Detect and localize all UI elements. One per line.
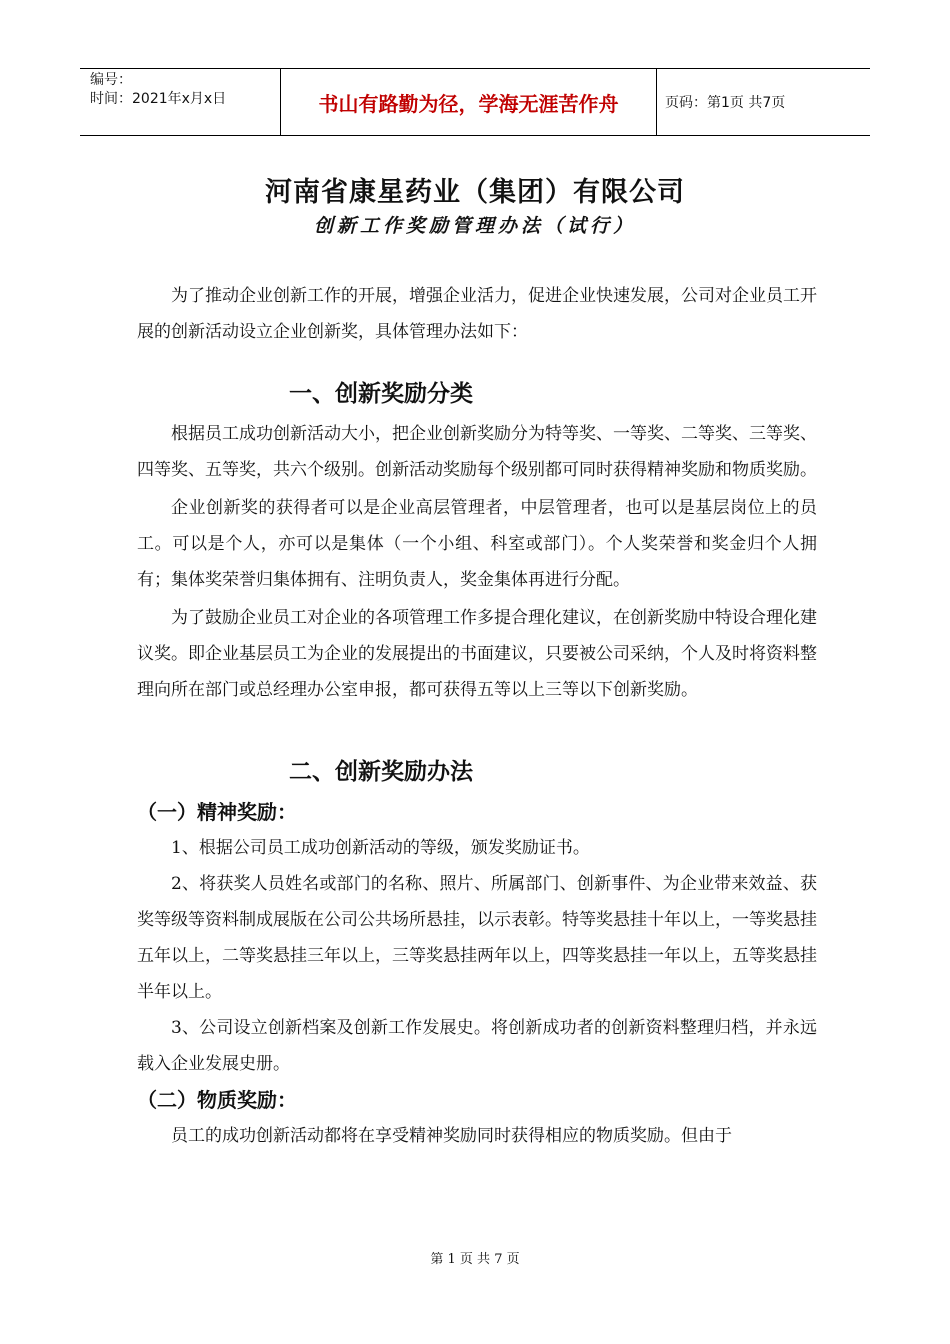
section1-paragraph: 为了鼓励企业员工对企业的各项管理工作多提合理化建议，在创新奖励中特设合理化建议奖。即企业基层员工为企业的发展提出的书面建议，只要被公司采纳，个人及时将资料整理向所在部门或总经理办公室申报，都可获得五等以上三等以下创新奖励。: [137, 608, 817, 700]
subsection-heading-2: （二）物质奖励：: [137, 1088, 297, 1112]
section-heading-1: 一、创新奖励分类: [289, 381, 473, 407]
section2-paragraph: 3、公司设立创新档案及创新工作发展史。将创新成功者的创新资料整理归档，并永远载入企业发展史册。: [137, 1018, 817, 1074]
header-page-info: 页码：第1页 共7页: [665, 95, 786, 111]
document-header: [80, 68, 870, 136]
section1-paragraph: 根据员工成功创新活动大小，把企业创新奖励分为特等奖、一等奖、二等奖、三等奖、四等奖、五等奖，共六个级别。创新活动奖励每个级别都可同时获得精神奖励和物质奖励。: [137, 424, 817, 480]
section2-paragraph: 2、将获奖人员姓名或部门的名称、照片、所属部门、创新事件、为企业带来效益、获奖等级等资料制成展版在公司公共场所悬挂，以示表彰。特等奖悬挂十年以上，一等奖悬挂五年以上，二等奖悬挂三年以上，三等奖悬挂两年以上，四等奖悬挂一年以上，五等奖悬挂半年以上。: [137, 874, 817, 1002]
page-footer: 第 1 页 共 7 页: [430, 1252, 520, 1267]
date-line: 时间：2021年x月x日: [90, 91, 227, 107]
intro-paragraph: 为了推动企业创新工作的开展，增强企业活力，促进企业快速发展，公司对企业员工开展的创新活动设立企业创新奖，具体管理办法如下：: [137, 286, 817, 342]
subsection-heading-1: （一）精神奖励：: [137, 800, 297, 824]
section-heading-2: 二、创新奖励办法: [289, 759, 473, 785]
section2-paragraph: 1、根据公司员工成功创新活动的等级，颁发奖励证书。: [171, 838, 590, 858]
document-subtitle: 创新工作奖励管理办法（试行）: [313, 215, 636, 237]
number-label: 编号：: [90, 72, 132, 88]
header-meta: [80, 69, 281, 135]
section1-paragraph: 企业创新奖的获得者可以是企业高层管理者，中层管理者，也可以是基层岗位上的员工。可以是个人，亦可以是集体（一个小组、科室或部门）。个人奖荣誉和奖金归个人拥有；集体奖荣誉归集体拥有、注明负责人，奖金集体再进行分配。: [137, 498, 817, 590]
document-title: 河南省康星药业（集团）有限公司: [265, 177, 685, 208]
document-body: [137, 278, 817, 1154]
section2-paragraph: 员工的成功创新活动都将在享受精神奖励同时获得相应的物质奖励。但由于: [171, 1126, 732, 1146]
header-motto: 书山有路勤为径，学海无涯苦作舟: [281, 69, 657, 135]
